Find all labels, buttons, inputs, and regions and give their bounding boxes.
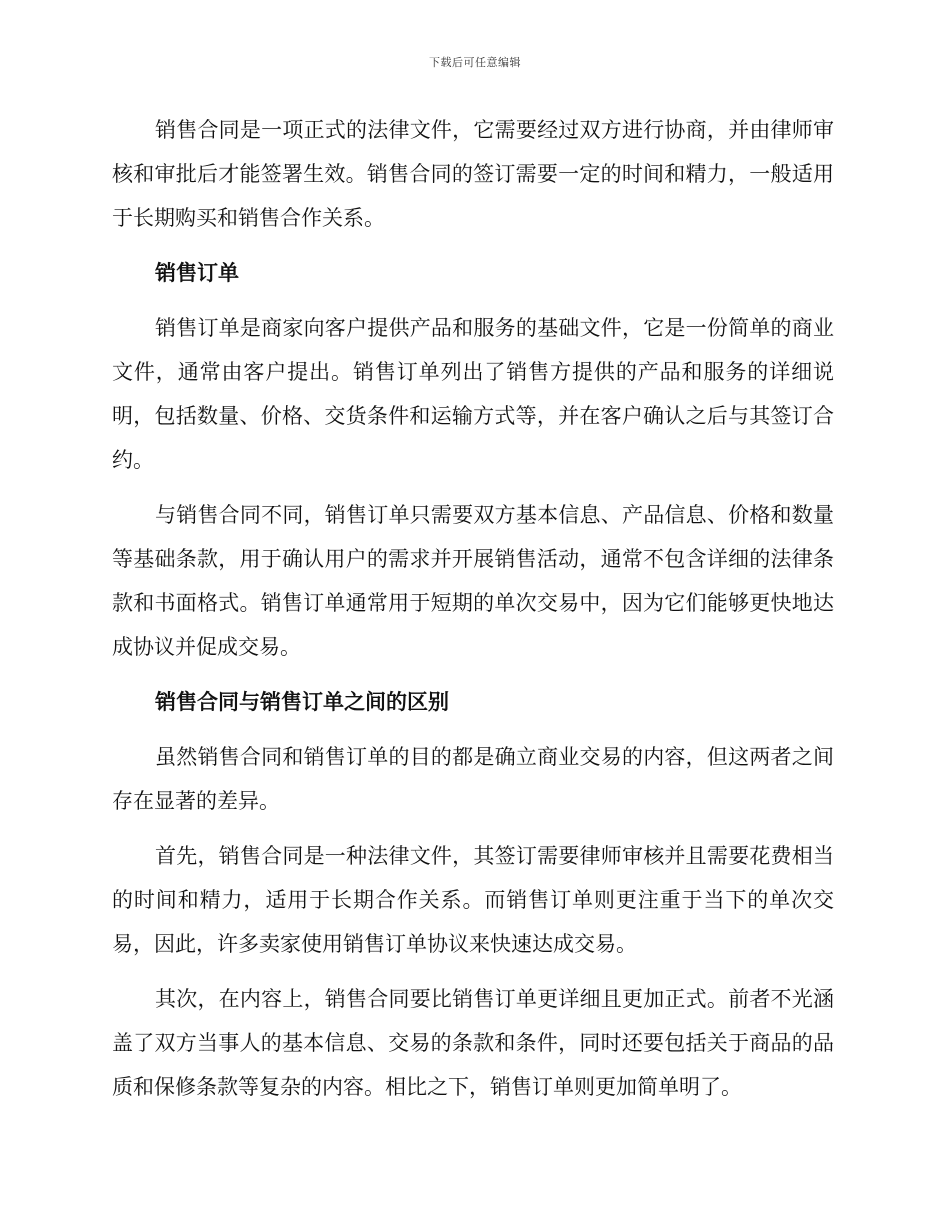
page-header-note: 下载后可任意编辑	[429, 56, 521, 69]
paragraph-difference-first: 首先，销售合同是一种法律文件，其签订需要律师审核并且需要花费相当的时间和精力，适用于长期合作关系。而销售订单则更注重于当下的单次交易，因此，许多卖家使用销售订单协议来快速达成交易。	[112, 844, 834, 956]
section-heading-sales-order: 销售订单	[155, 261, 239, 285]
paragraph-contract-intro: 销售合同是一项正式的法律文件，它需要经过双方进行协商，并由律师审核和审批后才能签署生效。销售合同的签订需要一定的时间和精力，一般适用于长期购买和销售合作关系。	[112, 118, 834, 230]
section-heading-differences: 销售合同与销售订单之间的区别	[155, 690, 449, 714]
paragraph-sales-order-definition: 销售订单是商家向客户提供产品和服务的基础文件，它是一份简单的商业文件，通常由客户提出。销售订单列出了销售方提供的产品和服务的详细说明，包括数量、价格、交货条件和运输方式等，并在客户确认之后与其签订合约。	[112, 316, 834, 472]
paragraph-differences-intro: 虽然销售合同和销售订单的目的都是确立商业交易的内容，但这两者之间存在显著的差异。	[112, 745, 834, 813]
document-body	[112, 108, 834, 1120]
paragraph-sales-order-vs-contract: 与销售合同不同，销售订单只需要双方基本信息、产品信息、价格和数量等基础条款，用于确认用户的需求并开展销售活动，通常不包含详细的法律条款和书面格式。销售订单通常用于短期的单次交易中，因为它们能够更快地达成协议并促成交易。	[112, 503, 834, 659]
paragraph-difference-second: 其次，在内容上，销售合同要比销售订单更详细且更加正式。前者不光涵盖了双方当事人的基本信息、交易的条款和条件，同时还要包括关于商品的品质和保修条款等复杂的内容。相比之下，销售订单则更加简单明了。	[112, 987, 834, 1099]
